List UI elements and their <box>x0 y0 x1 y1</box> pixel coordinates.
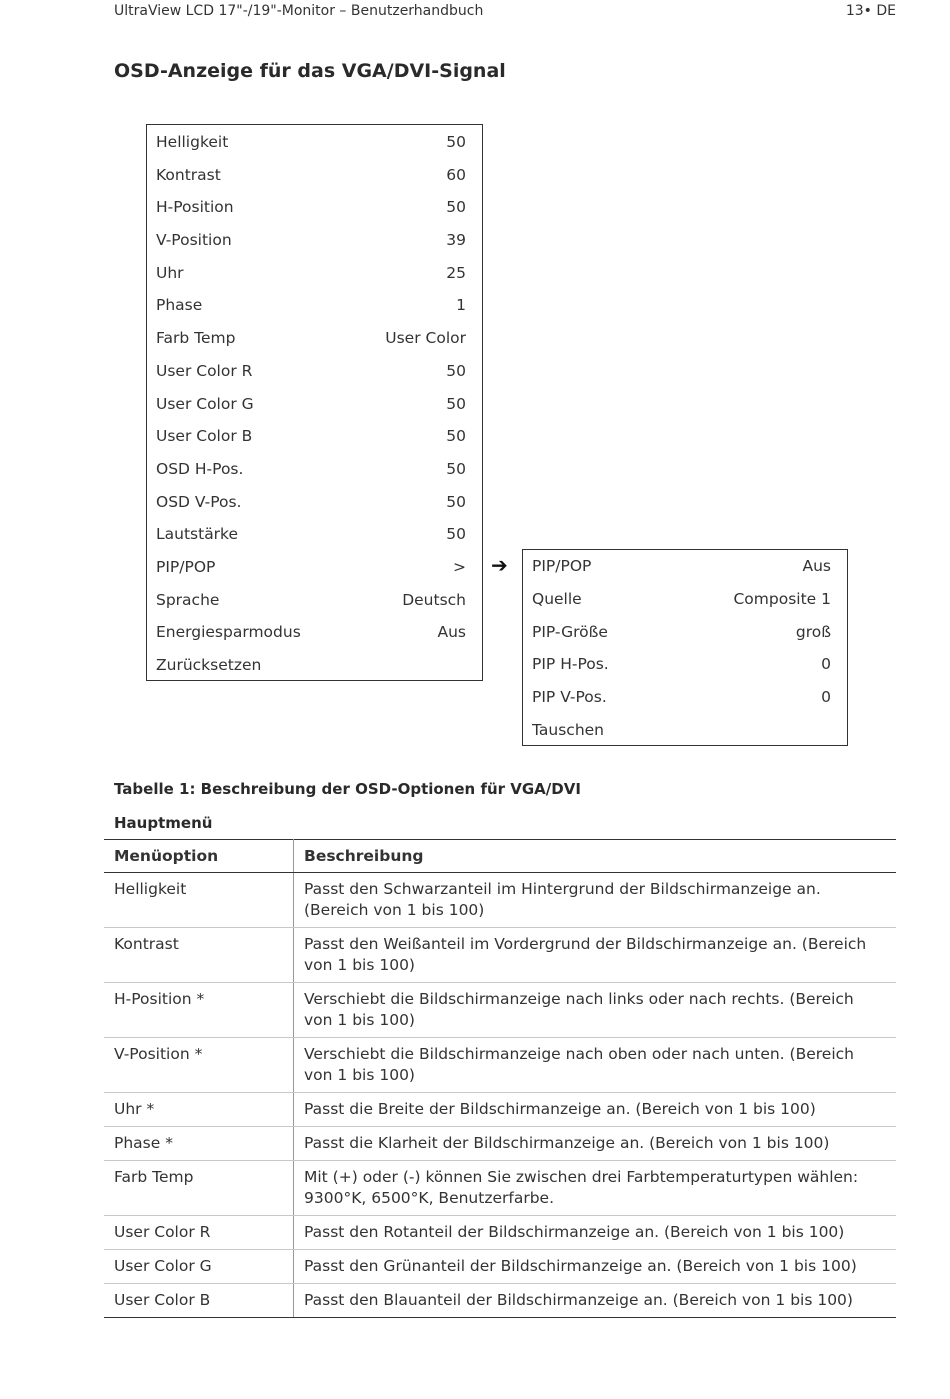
osd-item-label: Sprache <box>156 590 220 609</box>
osd-main-item <box>147 420 482 453</box>
osd-item-value: 0 <box>821 688 831 707</box>
osd-item-label: User Color G <box>156 394 254 413</box>
menu-option-cell: Farb Temp <box>104 1161 294 1216</box>
osd-main-item <box>147 224 482 257</box>
osd-main-item <box>147 159 482 192</box>
running-header-title: UltraView LCD 17"-/19"-Monitor – Benutzerhandbuch <box>114 3 484 19</box>
osd-item-label: User Color R <box>156 361 253 380</box>
menu-option-cell: Phase * <box>104 1127 294 1161</box>
description-cell: Passt den Schwarzanteil im Hintergrund der Bildschirmanzeige an. (Bereich von 1 bis 100) <box>294 873 897 928</box>
table-row <box>104 1161 896 1216</box>
osd-item-label: PIP H-Pos. <box>532 655 609 674</box>
osd-item-label: User Color B <box>156 427 253 446</box>
table-row <box>104 1038 896 1093</box>
table-header-row <box>104 840 896 873</box>
osd-main-menu <box>146 124 483 681</box>
osd-item-label: Quelle <box>532 589 582 608</box>
osd-main-item <box>147 486 482 519</box>
osd-item-value: 50 <box>446 525 466 544</box>
column-header-description: Beschreibung <box>294 840 897 873</box>
osd-item-value: Aus <box>802 557 831 575</box>
osd-item-value: Composite 1 <box>733 589 831 608</box>
description-cell: Verschiebt die Bildschirmanzeige nach links oder nach rechts. (Bereich von 1 bis 100) <box>294 983 897 1038</box>
osd-main-item <box>147 518 482 551</box>
osd-item-label: Uhr <box>156 263 184 282</box>
osd-pip-submenu <box>522 549 848 746</box>
description-cell: Mit (+) oder (-) können Sie zwischen drei Farbtemperaturtypen wählen: 9300°K, 6500°K, Benutzerfarbe. <box>294 1161 897 1216</box>
osd-item-value: 50 <box>446 459 466 478</box>
right-arrow-icon: ➔ <box>491 553 508 577</box>
osd-item-value: 50 <box>446 492 466 511</box>
osd-item-label: PIP/POP <box>156 557 216 576</box>
osd-item-value: 60 <box>446 165 466 184</box>
osd-item-value: 50 <box>446 198 466 217</box>
description-cell: Passt den Weißanteil im Vordergrund der Bildschirmanzeige an. (Bereich von 1 bis 100) <box>294 928 897 983</box>
page-number: 13• DE <box>845 3 896 19</box>
osd-item-label: Zurücksetzen <box>156 656 262 674</box>
menu-option-cell: User Color G <box>104 1250 294 1284</box>
table-row <box>104 1250 896 1284</box>
osd-main-item <box>147 388 482 421</box>
osd-item-label: Tauschen <box>532 720 605 739</box>
table-row <box>104 1216 896 1250</box>
osd-item-label: PIP V-Pos. <box>532 688 607 707</box>
osd-item-value: 50 <box>446 133 466 151</box>
osd-item-value: 0 <box>821 655 831 674</box>
osd-item-label: Lautstärke <box>156 525 239 544</box>
osd-item-label: PIP-Größe <box>532 622 608 641</box>
description-cell: Passt die Breite der Bildschirmanzeige an. (Bereich von 1 bis 100) <box>294 1093 897 1127</box>
osd-main-item <box>147 453 482 486</box>
menu-option-cell: Kontrast <box>104 928 294 983</box>
osd-item-label: OSD H-Pos. <box>156 459 244 478</box>
osd-options-table <box>104 839 896 1318</box>
description-cell: Verschiebt die Bildschirmanzeige nach oben oder nach unten. (Bereich von 1 bis 100) <box>294 1038 897 1093</box>
table-row <box>104 873 896 928</box>
column-header-option: Menüoption <box>104 840 294 873</box>
menu-option-cell: V-Position * <box>104 1038 294 1093</box>
table-row <box>104 983 896 1038</box>
table-row <box>104 1284 896 1318</box>
menu-option-cell: User Color R <box>104 1216 294 1250</box>
menu-option-cell: User Color B <box>104 1284 294 1318</box>
menu-option-cell: Helligkeit <box>104 873 294 928</box>
osd-item-value: User Color <box>385 329 466 348</box>
osd-main-item <box>147 355 482 388</box>
description-cell: Passt den Rotanteil der Bildschirmanzeige an. (Bereich von 1 bis 100) <box>294 1216 897 1250</box>
osd-sub-item <box>523 648 847 681</box>
osd-sub-item <box>523 550 847 583</box>
osd-main-item <box>147 616 482 649</box>
osd-main-item <box>147 191 482 224</box>
osd-item-value: Deutsch <box>402 590 466 609</box>
osd-item-value: 50 <box>446 427 466 446</box>
osd-item-label: V-Position <box>156 231 232 250</box>
description-cell: Passt die Klarheit der Bildschirmanzeige an. (Bereich von 1 bis 100) <box>294 1127 897 1161</box>
osd-main-item <box>147 584 482 617</box>
description-cell: Passt den Grünanteil der Bildschirmanzeige an. (Bereich von 1 bis 100) <box>294 1250 897 1284</box>
osd-item-label: Phase <box>156 296 203 315</box>
osd-item-value: 25 <box>446 263 466 282</box>
osd-sub-item <box>523 681 847 714</box>
osd-item-label: PIP/POP <box>532 557 592 575</box>
osd-item-value: groß <box>795 622 831 641</box>
menu-option-cell: Uhr * <box>104 1093 294 1127</box>
osd-item-value: 50 <box>446 361 466 380</box>
osd-item-value: > <box>453 557 466 576</box>
osd-item-value: 1 <box>456 296 466 315</box>
table-subcaption: Hauptmenü <box>114 814 213 832</box>
osd-sub-item <box>523 714 847 747</box>
osd-item-label: H-Position <box>156 198 234 217</box>
osd-item-label: Farb Temp <box>156 329 236 348</box>
table-row <box>104 928 896 983</box>
description-cell: Passt den Blauanteil der Bildschirmanzeige an. (Bereich von 1 bis 100) <box>294 1284 897 1318</box>
osd-item-label: Energiesparmodus <box>156 623 301 642</box>
osd-main-item <box>147 126 482 159</box>
table-caption: Tabelle 1: Beschreibung der OSD-Optionen für VGA/DVI <box>114 780 581 798</box>
osd-sub-item <box>523 616 847 649</box>
osd-item-label: Helligkeit <box>156 133 229 151</box>
osd-main-item <box>147 649 482 682</box>
osd-item-label: Kontrast <box>156 165 221 184</box>
osd-item-label: OSD V-Pos. <box>156 492 242 511</box>
section-title: OSD-Anzeige für das VGA/DVI-Signal <box>114 60 506 82</box>
osd-item-value: Aus <box>437 623 466 642</box>
osd-item-value: 39 <box>446 231 466 250</box>
osd-sub-item <box>523 583 847 616</box>
osd-main-item <box>147 551 482 584</box>
osd-main-item <box>147 257 482 290</box>
osd-item-value: 50 <box>446 394 466 413</box>
menu-option-cell: H-Position * <box>104 983 294 1038</box>
table-row <box>104 1093 896 1127</box>
table-row <box>104 1127 896 1161</box>
osd-main-item <box>147 322 482 355</box>
osd-main-item <box>147 289 482 322</box>
